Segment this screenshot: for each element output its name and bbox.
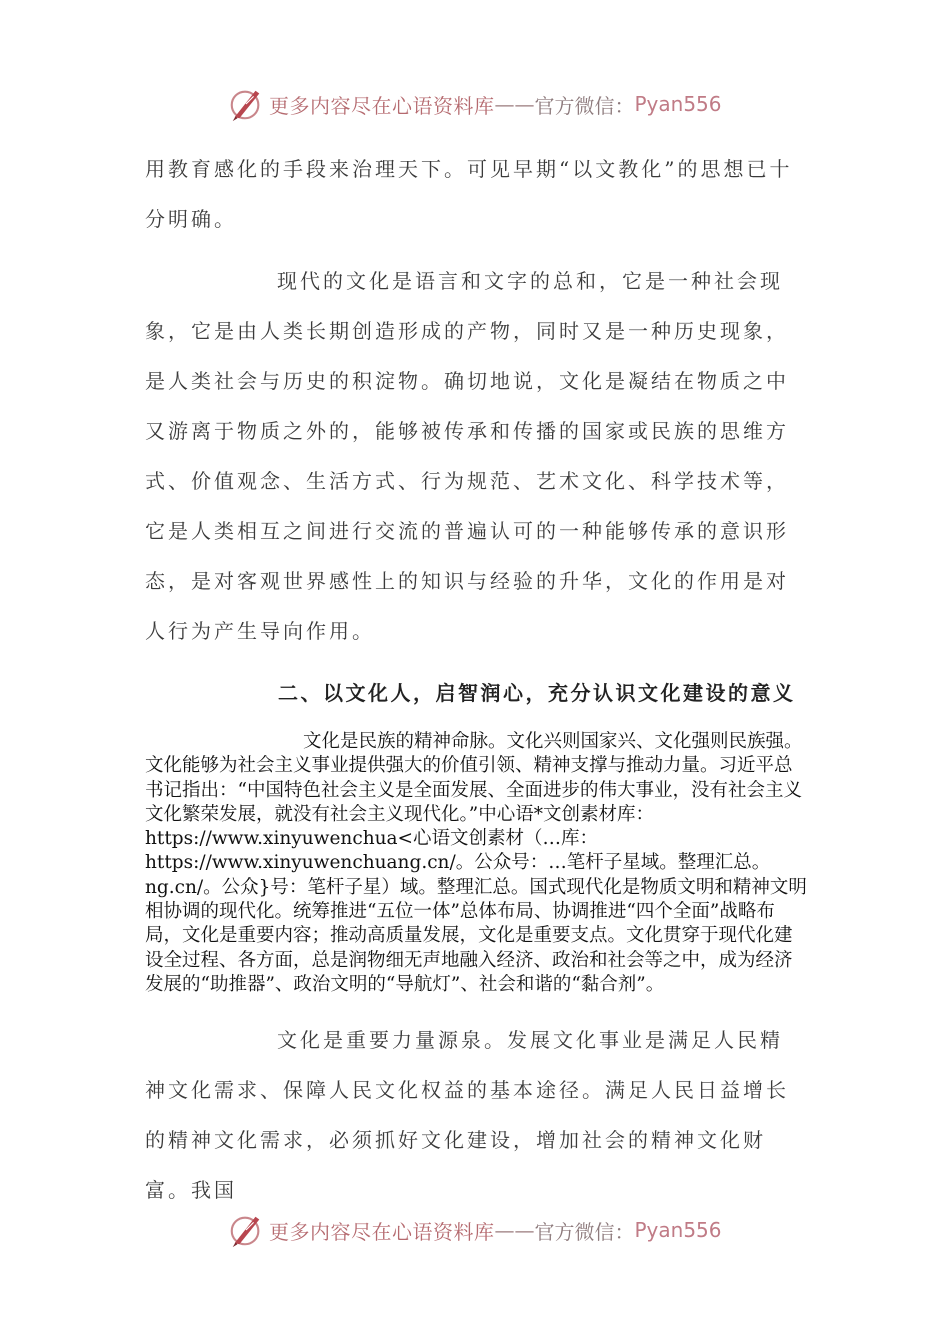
header-watermark-banner: [227, 84, 722, 124]
section-heading: 二、以文化人，启智润心，充分认识文化建设的意义: [278, 681, 796, 705]
paragraph-4: 文化是重要力量源泉。发展文化事业是满足人民精神文化需求、保障人民文化权益的基本途径。满足人民日益增长的精神文化需求，必须抓好文化建设，增加社会的精神文化财富。我国: [145, 1028, 789, 1202]
banner-separator: ——: [494, 1218, 535, 1242]
banner-wechat-label: 官方微信：: [534, 93, 635, 118]
banner-text: 更多内容尽在心语资料库: [269, 93, 495, 118]
banner-wechat-label: 官方微信：: [534, 1219, 635, 1244]
quill-pen-logo-icon: [227, 1211, 265, 1249]
paragraph-2: 现代的文化是语言和文字的总和，它是一种社会现象，它是由人类长期创造形成的产物，同时又是一种历史现象，是人类社会与历史的积淀物。确切地说，文化是凝结在物质之中又游离于物质之外的，能够被传承和传播的国家或民族的思维方式、价值观念、生活方式、行为规范、艺术文化、科学技术等，它是人类相互之间进行交流的普遍认可的一种能够传承的意识形态，是对客观世界感性上的知识与经验的升华，文化的作用是对人行为产生导向作用。: [145, 269, 789, 643]
footer-watermark-banner: [227, 1210, 722, 1250]
banner-separator: ——: [494, 92, 535, 116]
paragraph-3-text: 文化是民族的精神命脉。文化兴则国家兴、文化强则民族强。文化能够为社会主义事业提供强大的价值引领、精神支撑与推动力量。习近平总书记指出：“中国特色社会主义是全面发展、全面进步的伟大事业，没有社会主义文化繁荣发展，就没有社会主义现代化。”中心语*文创素材库：https://www.xinyuwenchua<心语文创素材（…库：https://www.xinyuwenchuang.cn/。公众号：…笔杆子星域。整理汇总。ng.cn/。公众}号：笔杆子星）域。整理汇总。国式现代化是物质文明和精神文明相协调的现代化。统筹推进“五位一体”总体布局、协调推进“四个全面”战略布局，文化是重要内容；推动高质量发展，文化是重要支点。文化贯穿于现代化建设全过程、各方面，总是润物细无声地融入经济、政治和社会等之中，成为经济发展的“助推器”、政治文明的“导航灯”、社会和谐的“黏合剂”。: [145, 731, 807, 995]
banner-wechat-id: Pyan556: [634, 1218, 722, 1242]
paragraph-1: 用教育感化的手段来治理天下。可见早期“以文教化”的思想已十分明确。: [145, 157, 793, 231]
paragraph-3: [145, 730, 810, 997]
quill-pen-logo-icon: [227, 85, 265, 123]
banner-wechat-id: Pyan556: [634, 92, 722, 116]
banner-text: 更多内容尽在心语资料库: [269, 1219, 495, 1244]
